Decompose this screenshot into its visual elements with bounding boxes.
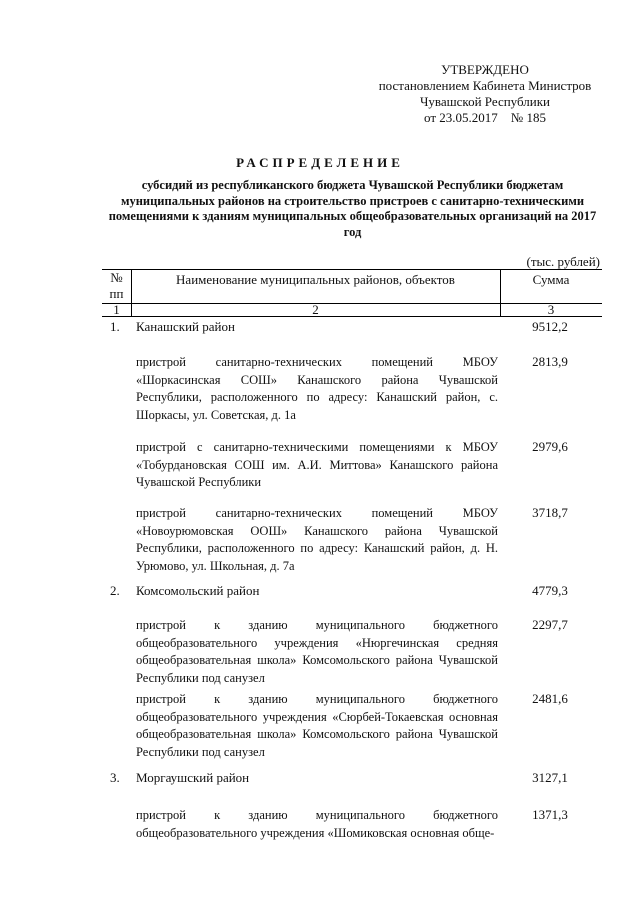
- district-1-name: Канашский район: [136, 319, 235, 334]
- district-3-object-1: пристрой к зданию муниципального бюджетного общеобразовательного учреждения «Шомиковская основная обще-: [136, 808, 498, 840]
- district-2-object-1: пристрой к зданию муниципального бюджетного общеобразовательного учреждения «Нюргечинская средняя общеобразовательная школа» Комсомольского района Чувашской Республики под санузел: [136, 618, 498, 685]
- district-2-name: Комсомольский район: [136, 583, 260, 598]
- district-3-name: Моргаушский район: [136, 770, 250, 785]
- header-num: [102, 270, 131, 302]
- colnum-2: 2: [312, 302, 319, 317]
- district-2-number: 2.: [110, 583, 120, 598]
- colnum-3: 3: [547, 302, 555, 317]
- header-sum: Сумма: [532, 272, 570, 287]
- header-num-line2: пп: [109, 286, 124, 301]
- district-1-number: 1.: [110, 319, 120, 334]
- colnum-1: 1: [113, 302, 120, 317]
- district-2-object-2-amount: 2481,6: [532, 691, 568, 706]
- header-num-line1: №: [110, 270, 123, 285]
- district-2-object-1-amount: 2297,7: [532, 617, 568, 632]
- district-2-object-2: пристрой к зданию муниципального бюджетного общеобразовательного учреждения «Сюрбей-Токаевская основная общеобразовательная школа» Комсомольского района Чувашской Республики под санузел: [136, 692, 498, 759]
- district-1-amount: 9512,2: [532, 319, 568, 334]
- district-3-number: 3.: [110, 770, 120, 785]
- approval-line-republic: Чувашской Республики: [419, 94, 551, 109]
- document-subtitle: субсидий из республиканского бюджета Чувашской Республики бюджетам муниципальных районов на строительство пристроев с санитарно-техническими помещениями к зданиям муниципальных общеобразовательных организаций на 2017 год: [108, 178, 597, 239]
- district-1-object-3-amount: 3718,7: [532, 505, 568, 520]
- units-label: (тыс. рублей): [526, 254, 600, 269]
- district-3-object-1-amount: 1371,3: [532, 807, 568, 822]
- district-3-amount: 3127,1: [532, 770, 568, 785]
- header-name: Наименование муниципальных районов, объектов: [176, 272, 455, 287]
- district-1-object-2-amount: 2979,6: [532, 439, 568, 454]
- approval-line-date: от 23.05.2017 № 185: [424, 110, 546, 125]
- district-1-object-3: пристрой санитарно-технических помещений МБОУ «Новоурюмовская ООШ» Канашского района Чувашской Республики, расположенного по адресу: Канашский район, д. Н. Урюмово, ул. Школьная, д. 7а: [136, 506, 498, 573]
- approval-line-resolution: постановлением Кабинета Министров: [378, 78, 592, 93]
- approval-block: [350, 62, 620, 126]
- district-1-object-1: пристрой санитарно-технических помещений МБОУ «Шоркасинская СОШ» Канашского района Чувашской Республики, расположенного по адресу: Канашский район, с. Шоркасы, ул. Советская, д. 1а: [136, 355, 498, 422]
- table-top-border: [102, 269, 602, 270]
- approval-heading: УТВЕРЖДЕНО: [441, 62, 529, 77]
- district-1-object-2: пристрой с санитарно-техническими помещениями к МБОУ «Тобурдановская СОШ им. А.И. Миттова» Канашского района Чувашской Республики: [136, 440, 498, 489]
- district-2-amount: 4779,3: [532, 583, 568, 598]
- district-1-object-1-amount: 2813,9: [532, 354, 568, 369]
- document-title: РАСПРЕДЕЛЕНИЕ: [236, 155, 404, 170]
